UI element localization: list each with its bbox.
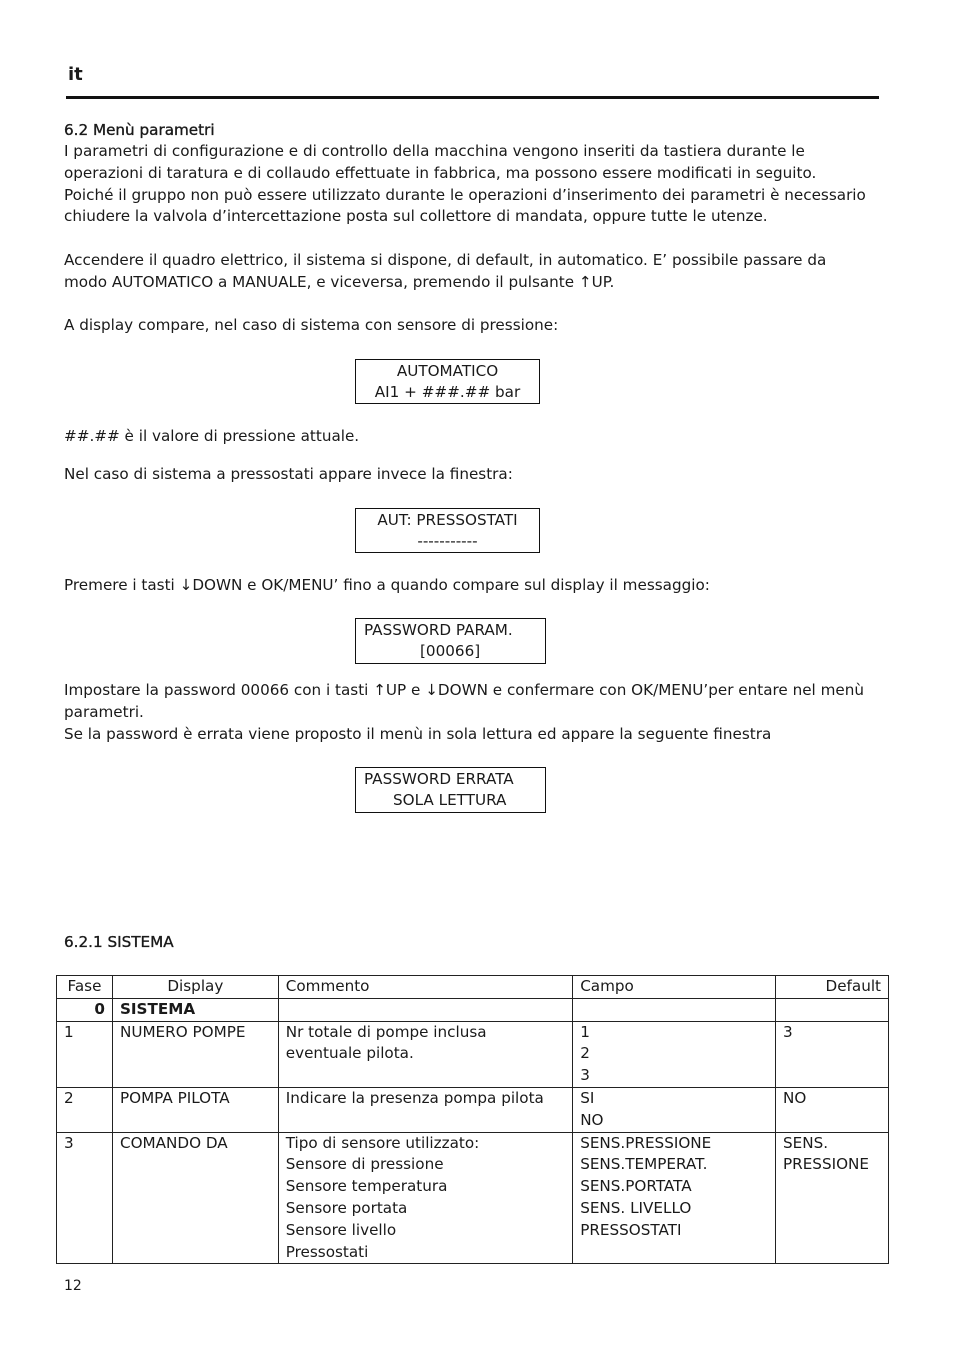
header-rule xyxy=(66,96,879,99)
display-line-1: AUTOMATICO xyxy=(396,362,499,380)
pressostati-paragraph: Nel caso di sistema a pressostati appare invece la finestra: xyxy=(64,465,513,483)
header-default: Default xyxy=(776,976,889,999)
cell-display: COMANDO DA xyxy=(112,1132,278,1264)
cell-default: 3 xyxy=(776,1021,889,1087)
parameters-table xyxy=(56,975,889,1264)
cell-fase: 2 xyxy=(57,1087,113,1132)
table-row xyxy=(57,1132,889,1264)
cell-campo: SI NO xyxy=(580,1088,604,1129)
display-line-1: PASSWORD PARAM. xyxy=(364,621,513,639)
display-line-2: SOLA LETTURA xyxy=(393,791,507,809)
display-box-password xyxy=(355,618,546,664)
table-header-row xyxy=(57,976,889,999)
language-label: it xyxy=(68,64,83,85)
display-line-2: ----------- xyxy=(417,532,478,550)
table-row xyxy=(57,998,889,1021)
cell-default: NO xyxy=(776,1087,889,1132)
cell-display: NUMERO POMPE xyxy=(112,1021,278,1087)
cell-fase: 0 xyxy=(57,998,113,1021)
section-title: 6.2 Menù parametri xyxy=(64,121,215,139)
cell-fase: 1 xyxy=(57,1021,113,1087)
header-fase: Fase xyxy=(57,976,113,999)
cell-display: SISTEMA xyxy=(112,998,278,1021)
display-box-password-errata xyxy=(355,767,546,813)
display-line-1: PASSWORD ERRATA xyxy=(364,770,514,788)
cell-commento xyxy=(278,998,572,1021)
header-display: Display xyxy=(112,976,278,999)
display-line-2: AI1 + ###.## bar xyxy=(374,383,521,401)
cell-default xyxy=(776,998,889,1021)
table-row xyxy=(57,1021,889,1087)
cell-fase: 3 xyxy=(57,1132,113,1264)
cell-display: POMPA PILOTA xyxy=(112,1087,278,1132)
display-paragraph: A display compare, nel caso di sistema con sensore di pressione: xyxy=(64,316,559,334)
cell-default: SENS. PRESSIONE xyxy=(783,1133,869,1174)
page-number: 12 xyxy=(64,1278,82,1294)
display-line-2: [00066] xyxy=(420,642,481,660)
keys-paragraph: Premere i tasti ↓DOWN e OK/MENU’ fino a quando compare sul display il messaggio: xyxy=(64,576,710,594)
power-on-paragraph: Accendere il quadro elettrico, il sistema si dispone, di default, in automatico. E’ possibile passare da modo AUTOMATICO a MANUALE, e viceversa, premendo il pulsante ↑UP. xyxy=(64,251,827,291)
header-commento: Commento xyxy=(278,976,572,999)
cell-commento: Tipo di sensore utilizzato: Sensore di pressione Sensore temperatura Sensore portata Sensore livello Pressostati xyxy=(285,1133,480,1261)
intro-paragraph: I parametri di configurazione e di controllo della macchina vengono inseriti da tastiera durante le operazioni di taratura e di collaudo effettuate in fabbrica, ma possono essere modificati in seguito. Poiché il gruppo non può essere utilizzato durante le operazioni d’inserimento dei parametri è necessario chiudere la valvola d’intercettazione posta sul collettore di mandata, oppure tutte le utenze. xyxy=(64,142,866,226)
table-row xyxy=(57,1087,889,1132)
cell-commento: Indicare la presenza pompa pilota xyxy=(278,1087,572,1132)
display-box-automatico xyxy=(355,359,540,404)
pressure-value-note: ##.## è il valore di pressione attuale. xyxy=(64,427,360,445)
header-campo: Campo xyxy=(573,976,776,999)
display-box-pressostati xyxy=(355,508,540,553)
cell-campo: 1 2 3 xyxy=(580,1022,590,1085)
cell-campo: SENS.PRESSIONE SENS.TEMPERAT. SENS.PORTATA SENS. LIVELLO PRESSOSTATI xyxy=(580,1133,712,1239)
password-paragraph: Impostare la password 00066 con i tasti ↑UP e ↓DOWN e confermare con OK/MENU’per entare nel menù parametri. Se la password è errata viene proposto il menù in sola lettura ed appare la seguente finestra xyxy=(64,681,864,743)
cell-campo xyxy=(573,998,776,1021)
cell-commento: Nr totale di pompe inclusa eventuale pilota. xyxy=(285,1022,487,1063)
display-line-1: AUT: PRESSOSTATI xyxy=(377,511,518,529)
subsection-title: 6.2.1 SISTEMA xyxy=(64,933,174,951)
